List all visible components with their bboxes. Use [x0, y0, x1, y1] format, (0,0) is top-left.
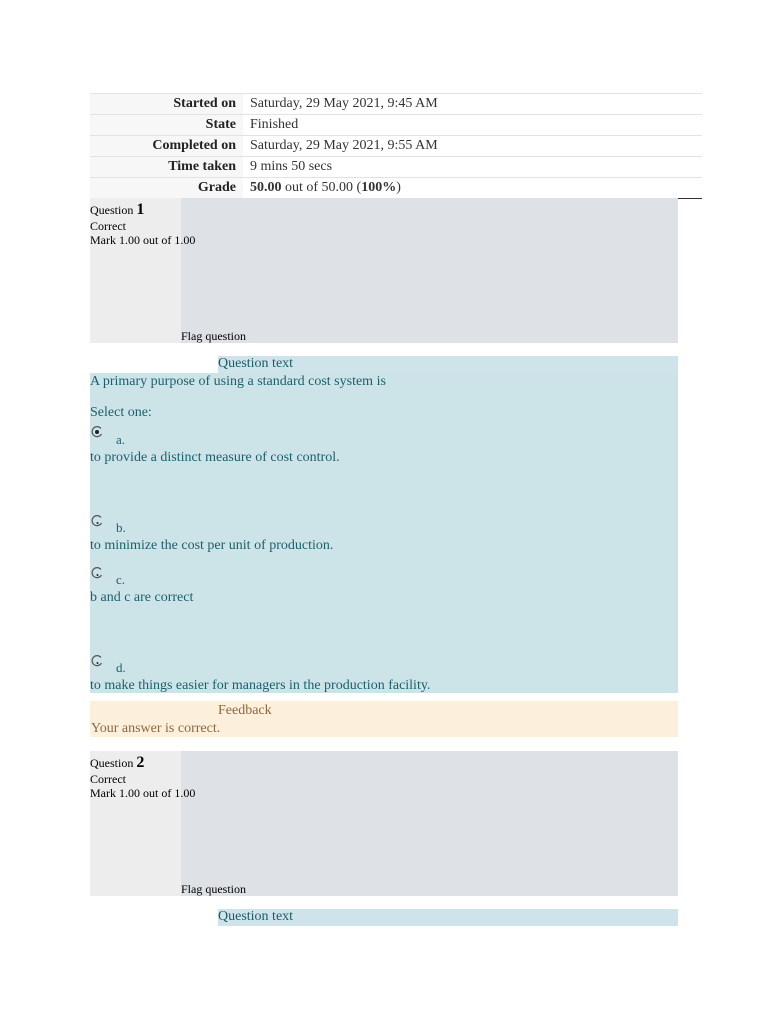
question-1-text-heading: Question text — [218, 356, 294, 371]
state-value: Finished — [243, 115, 702, 136]
question-1-number — [90, 201, 144, 219]
grade-end: ) — [396, 180, 401, 195]
summary-row-grade — [90, 178, 702, 199]
summary-row-time — [90, 157, 702, 178]
question-2-info — [90, 751, 678, 896]
feedback-text: Your answer is correct. — [91, 721, 221, 736]
option-c-radio[interactable] — [91, 567, 103, 579]
summary-row-state — [90, 115, 702, 136]
option-b-text[interactable]: to minimize the cost per unit of production. — [90, 538, 334, 553]
question-2-label: Question — [90, 756, 137, 770]
option-a-letter: a. — [116, 432, 126, 447]
state-label: State — [90, 115, 243, 136]
question-1-text: A primary purpose of using a standard cost system is — [90, 374, 386, 389]
option-b-radio[interactable] — [91, 515, 103, 527]
grade-mid: out of 50.00 ( — [281, 180, 362, 195]
option-b-letter: b. — [116, 520, 126, 535]
option-d-radio[interactable] — [91, 655, 103, 667]
question-1-flag-link[interactable]: Flag question — [181, 329, 246, 343]
question-1-feedback — [90, 701, 678, 737]
question-1-number-value: 1 — [136, 201, 145, 218]
started-label: Started on — [90, 94, 243, 115]
started-value: Saturday, 29 May 2021, 9:45 AM — [243, 94, 702, 115]
attempt-summary-table — [90, 93, 702, 199]
grade-score: 50.00 — [250, 180, 282, 195]
question-1-mark: Mark 1.00 out of 1.00 — [90, 233, 196, 247]
summary-row-completed — [90, 136, 702, 157]
question-2-state: Correct — [90, 772, 126, 786]
option-d-letter: d. — [116, 660, 126, 675]
question-1-info — [90, 198, 678, 343]
question-2-mark: Mark 1.00 out of 1.00 — [90, 786, 196, 800]
question-2-text-heading: Question text — [218, 909, 294, 924]
grade-label: Grade — [90, 178, 243, 199]
time-taken-label: Time taken — [90, 157, 243, 178]
question-1-prompt: Select one: — [90, 405, 152, 420]
question-1-label: Question — [90, 203, 137, 217]
completed-label: Completed on — [90, 136, 243, 157]
grade-value — [243, 178, 702, 199]
time-taken-value: 9 mins 50 secs — [243, 157, 702, 178]
question-2-number — [90, 754, 144, 772]
option-a-text[interactable]: to provide a distinct measure of cost control. — [90, 450, 340, 465]
summary-row-started — [90, 94, 702, 115]
option-d-text[interactable]: to make things easier for managers in the production facility. — [90, 678, 431, 693]
question-2-flag-link[interactable]: Flag question — [181, 882, 246, 896]
option-c-text[interactable]: b and c are correct — [90, 590, 194, 605]
option-c-letter: c. — [116, 572, 126, 587]
question-2-number-value: 2 — [136, 754, 145, 771]
option-a-radio[interactable] — [91, 426, 103, 438]
question-1-state: Correct — [90, 219, 126, 233]
feedback-heading: Feedback — [218, 703, 272, 718]
grade-percent: 100% — [361, 180, 397, 195]
question-1-formulation — [90, 373, 678, 693]
completed-value: Saturday, 29 May 2021, 9:55 AM — [243, 136, 702, 157]
